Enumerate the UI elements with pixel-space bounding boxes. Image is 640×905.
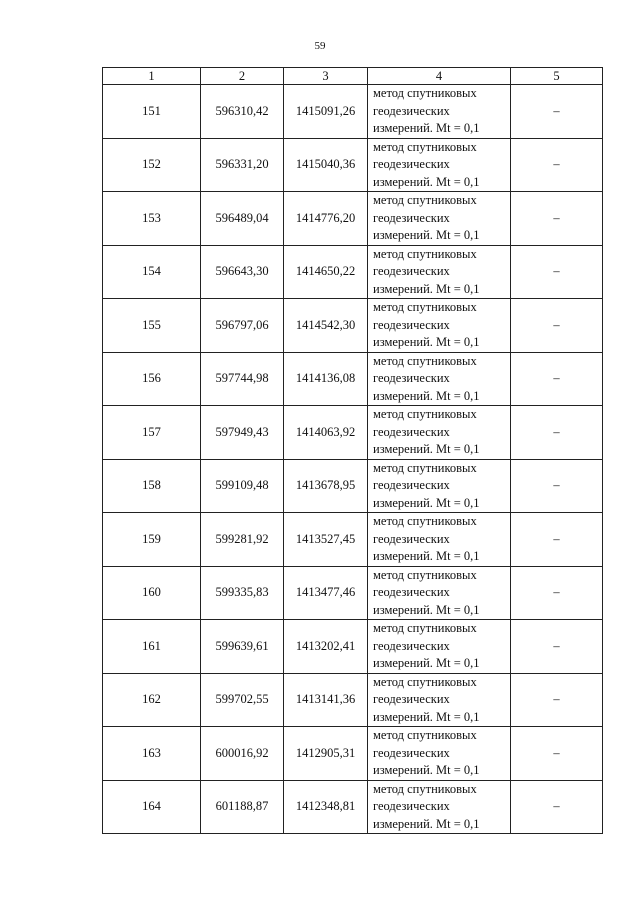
coordinate-x: 597949,43 xyxy=(201,406,284,460)
coordinate-x: 597744,98 xyxy=(201,352,284,406)
coordinate-x: 599335,83 xyxy=(201,566,284,620)
method-line-2: геодезических xyxy=(373,585,450,599)
coordinate-x: 600016,92 xyxy=(201,727,284,781)
method-description xyxy=(368,459,511,513)
point-number: 158 xyxy=(103,459,201,513)
method-line-3: измерений. Mt = 0,1 xyxy=(373,281,480,296)
coordinate-y: 1413678,95 xyxy=(284,459,368,513)
note-cell: – xyxy=(511,406,603,460)
method-line-2: геодезических xyxy=(373,371,450,385)
table-row xyxy=(103,727,603,781)
column-header-1: 1 xyxy=(103,68,201,85)
note-cell: – xyxy=(511,352,603,406)
method-line-1: метод спутниковых xyxy=(373,781,477,796)
method-line-3: измерений. Mt = 0,1 xyxy=(373,709,480,724)
point-number: 160 xyxy=(103,566,201,620)
note-cell: – xyxy=(511,673,603,727)
coordinate-y: 1414776,20 xyxy=(284,192,368,246)
table-row xyxy=(103,780,603,834)
coordinate-x: 596797,06 xyxy=(201,299,284,353)
table-row xyxy=(103,673,603,727)
point-number: 161 xyxy=(103,620,201,674)
method-line-2: геодезических xyxy=(373,264,450,278)
coordinate-x: 596489,04 xyxy=(201,192,284,246)
method-line-3: измерений. Mt = 0,1 xyxy=(373,388,480,403)
method-line-3: измерений. Mt = 0,1 xyxy=(373,442,480,456)
method-description xyxy=(368,138,511,192)
point-number: 156 xyxy=(103,352,201,406)
note-cell: – xyxy=(511,245,603,299)
method-line-2: геодезических xyxy=(373,478,450,492)
method-description xyxy=(368,245,511,299)
method-line-2: геодезических xyxy=(373,692,450,706)
method-line-2: геодезических xyxy=(373,638,450,653)
method-line-3: измерений. Mt = 0,1 xyxy=(373,495,480,510)
table-row xyxy=(103,513,603,567)
coordinate-y: 1414136,08 xyxy=(284,352,368,406)
table-header xyxy=(103,68,603,85)
page-number: 59 xyxy=(314,40,326,52)
note-cell: – xyxy=(511,192,603,246)
method-line-2: геодезических xyxy=(373,210,450,225)
method-line-2: геодезических xyxy=(373,424,450,439)
table-row xyxy=(103,299,603,353)
method-description xyxy=(368,780,511,834)
coordinate-x: 599281,92 xyxy=(201,513,284,567)
note-cell: – xyxy=(511,513,603,567)
coordinate-y: 1413202,41 xyxy=(284,620,368,674)
method-line-1: метод спутниковых xyxy=(373,674,477,689)
coordinate-y: 1413477,46 xyxy=(284,566,368,620)
note-cell: – xyxy=(511,727,603,781)
method-description xyxy=(368,673,511,727)
method-line-2: геодезических xyxy=(373,745,450,760)
table-row xyxy=(103,406,603,460)
method-line-1: метод спутниковых xyxy=(373,514,477,528)
method-description xyxy=(368,513,511,567)
table-row xyxy=(103,352,603,406)
method-line-3: измерений. Mt = 0,1 xyxy=(373,656,480,670)
coordinate-x: 599702,55 xyxy=(201,673,284,727)
coordinate-x: 599109,48 xyxy=(201,459,284,513)
point-number: 154 xyxy=(103,245,201,299)
note-cell: – xyxy=(511,566,603,620)
point-number: 152 xyxy=(103,138,201,192)
note-cell: – xyxy=(511,138,603,192)
method-description xyxy=(368,352,511,406)
coordinate-x: 599639,61 xyxy=(201,620,284,674)
method-line-1: метод спутниковых xyxy=(373,193,477,207)
coordinate-y: 1415040,36 xyxy=(284,138,368,192)
point-number: 164 xyxy=(103,780,201,834)
note-cell: – xyxy=(511,780,603,834)
table-row xyxy=(103,566,603,620)
method-line-1: метод спутниковых xyxy=(373,246,477,261)
coordinate-y: 1413141,36 xyxy=(284,673,368,727)
coordinate-y: 1412348,81 xyxy=(284,780,368,834)
column-header-3: 3 xyxy=(284,68,368,85)
method-line-1: метод спутниковых xyxy=(373,621,477,635)
note-cell: – xyxy=(511,620,603,674)
coordinate-y: 1413527,45 xyxy=(284,513,368,567)
method-line-1: метод спутниковых xyxy=(373,300,477,314)
table-row xyxy=(103,620,603,674)
method-line-1: метод спутниковых xyxy=(373,407,477,421)
method-line-3: измерений. Mt = 0,1 xyxy=(373,121,480,135)
method-line-1: метод спутниковых xyxy=(373,460,477,475)
method-line-2: геодезических xyxy=(373,157,450,171)
method-description xyxy=(368,566,511,620)
method-line-3: измерений. Mt = 0,1 xyxy=(373,549,480,563)
table-row xyxy=(103,192,603,246)
method-line-2: геодезических xyxy=(373,531,450,546)
coordinate-y: 1412905,31 xyxy=(284,727,368,781)
table-row xyxy=(103,459,603,513)
header-row xyxy=(103,68,603,85)
table-body xyxy=(103,85,603,834)
table-row xyxy=(103,138,603,192)
point-number: 153 xyxy=(103,192,201,246)
coordinate-y: 1414650,22 xyxy=(284,245,368,299)
method-description xyxy=(368,85,511,139)
column-header-4: 4 xyxy=(368,68,511,85)
method-description xyxy=(368,406,511,460)
coordinate-x: 596310,42 xyxy=(201,85,284,139)
method-line-2: геодезических xyxy=(373,103,450,118)
note-cell: – xyxy=(511,85,603,139)
coordinates-table xyxy=(102,67,603,834)
method-description xyxy=(368,299,511,353)
method-line-1: метод спутниковых xyxy=(373,567,477,582)
table-row xyxy=(103,85,603,139)
method-line-3: измерений. Mt = 0,1 xyxy=(373,816,480,831)
coordinate-y: 1414063,92 xyxy=(284,406,368,460)
note-cell: – xyxy=(511,459,603,513)
note-cell: – xyxy=(511,299,603,353)
coordinate-x: 601188,87 xyxy=(201,780,284,834)
coordinate-y: 1415091,26 xyxy=(284,85,368,139)
point-number: 163 xyxy=(103,727,201,781)
table-row xyxy=(103,245,603,299)
method-description xyxy=(368,620,511,674)
method-line-1: метод спутниковых xyxy=(373,139,477,154)
point-number: 159 xyxy=(103,513,201,567)
method-line-3: измерений. Mt = 0,1 xyxy=(373,335,480,349)
method-line-3: измерений. Mt = 0,1 xyxy=(373,228,480,242)
point-number: 157 xyxy=(103,406,201,460)
column-header-5: 5 xyxy=(511,68,603,85)
method-description xyxy=(368,192,511,246)
method-line-2: геодезических xyxy=(373,317,450,332)
point-number: 155 xyxy=(103,299,201,353)
method-line-3: измерений. Mt = 0,1 xyxy=(373,174,480,189)
coordinate-x: 596643,30 xyxy=(201,245,284,299)
method-line-2: геодезических xyxy=(373,799,450,813)
coordinate-x: 596331,20 xyxy=(201,138,284,192)
method-line-1: метод спутниковых xyxy=(373,353,477,368)
method-line-3: измерений. Mt = 0,1 xyxy=(373,763,480,777)
point-number: 162 xyxy=(103,673,201,727)
method-line-1: метод спутниковых xyxy=(373,728,477,742)
method-line-1: метод спутниковых xyxy=(373,86,477,100)
method-description xyxy=(368,727,511,781)
method-line-3: измерений. Mt = 0,1 xyxy=(373,602,480,617)
column-header-2: 2 xyxy=(201,68,284,85)
coordinate-y: 1414542,30 xyxy=(284,299,368,353)
point-number: 151 xyxy=(103,85,201,139)
